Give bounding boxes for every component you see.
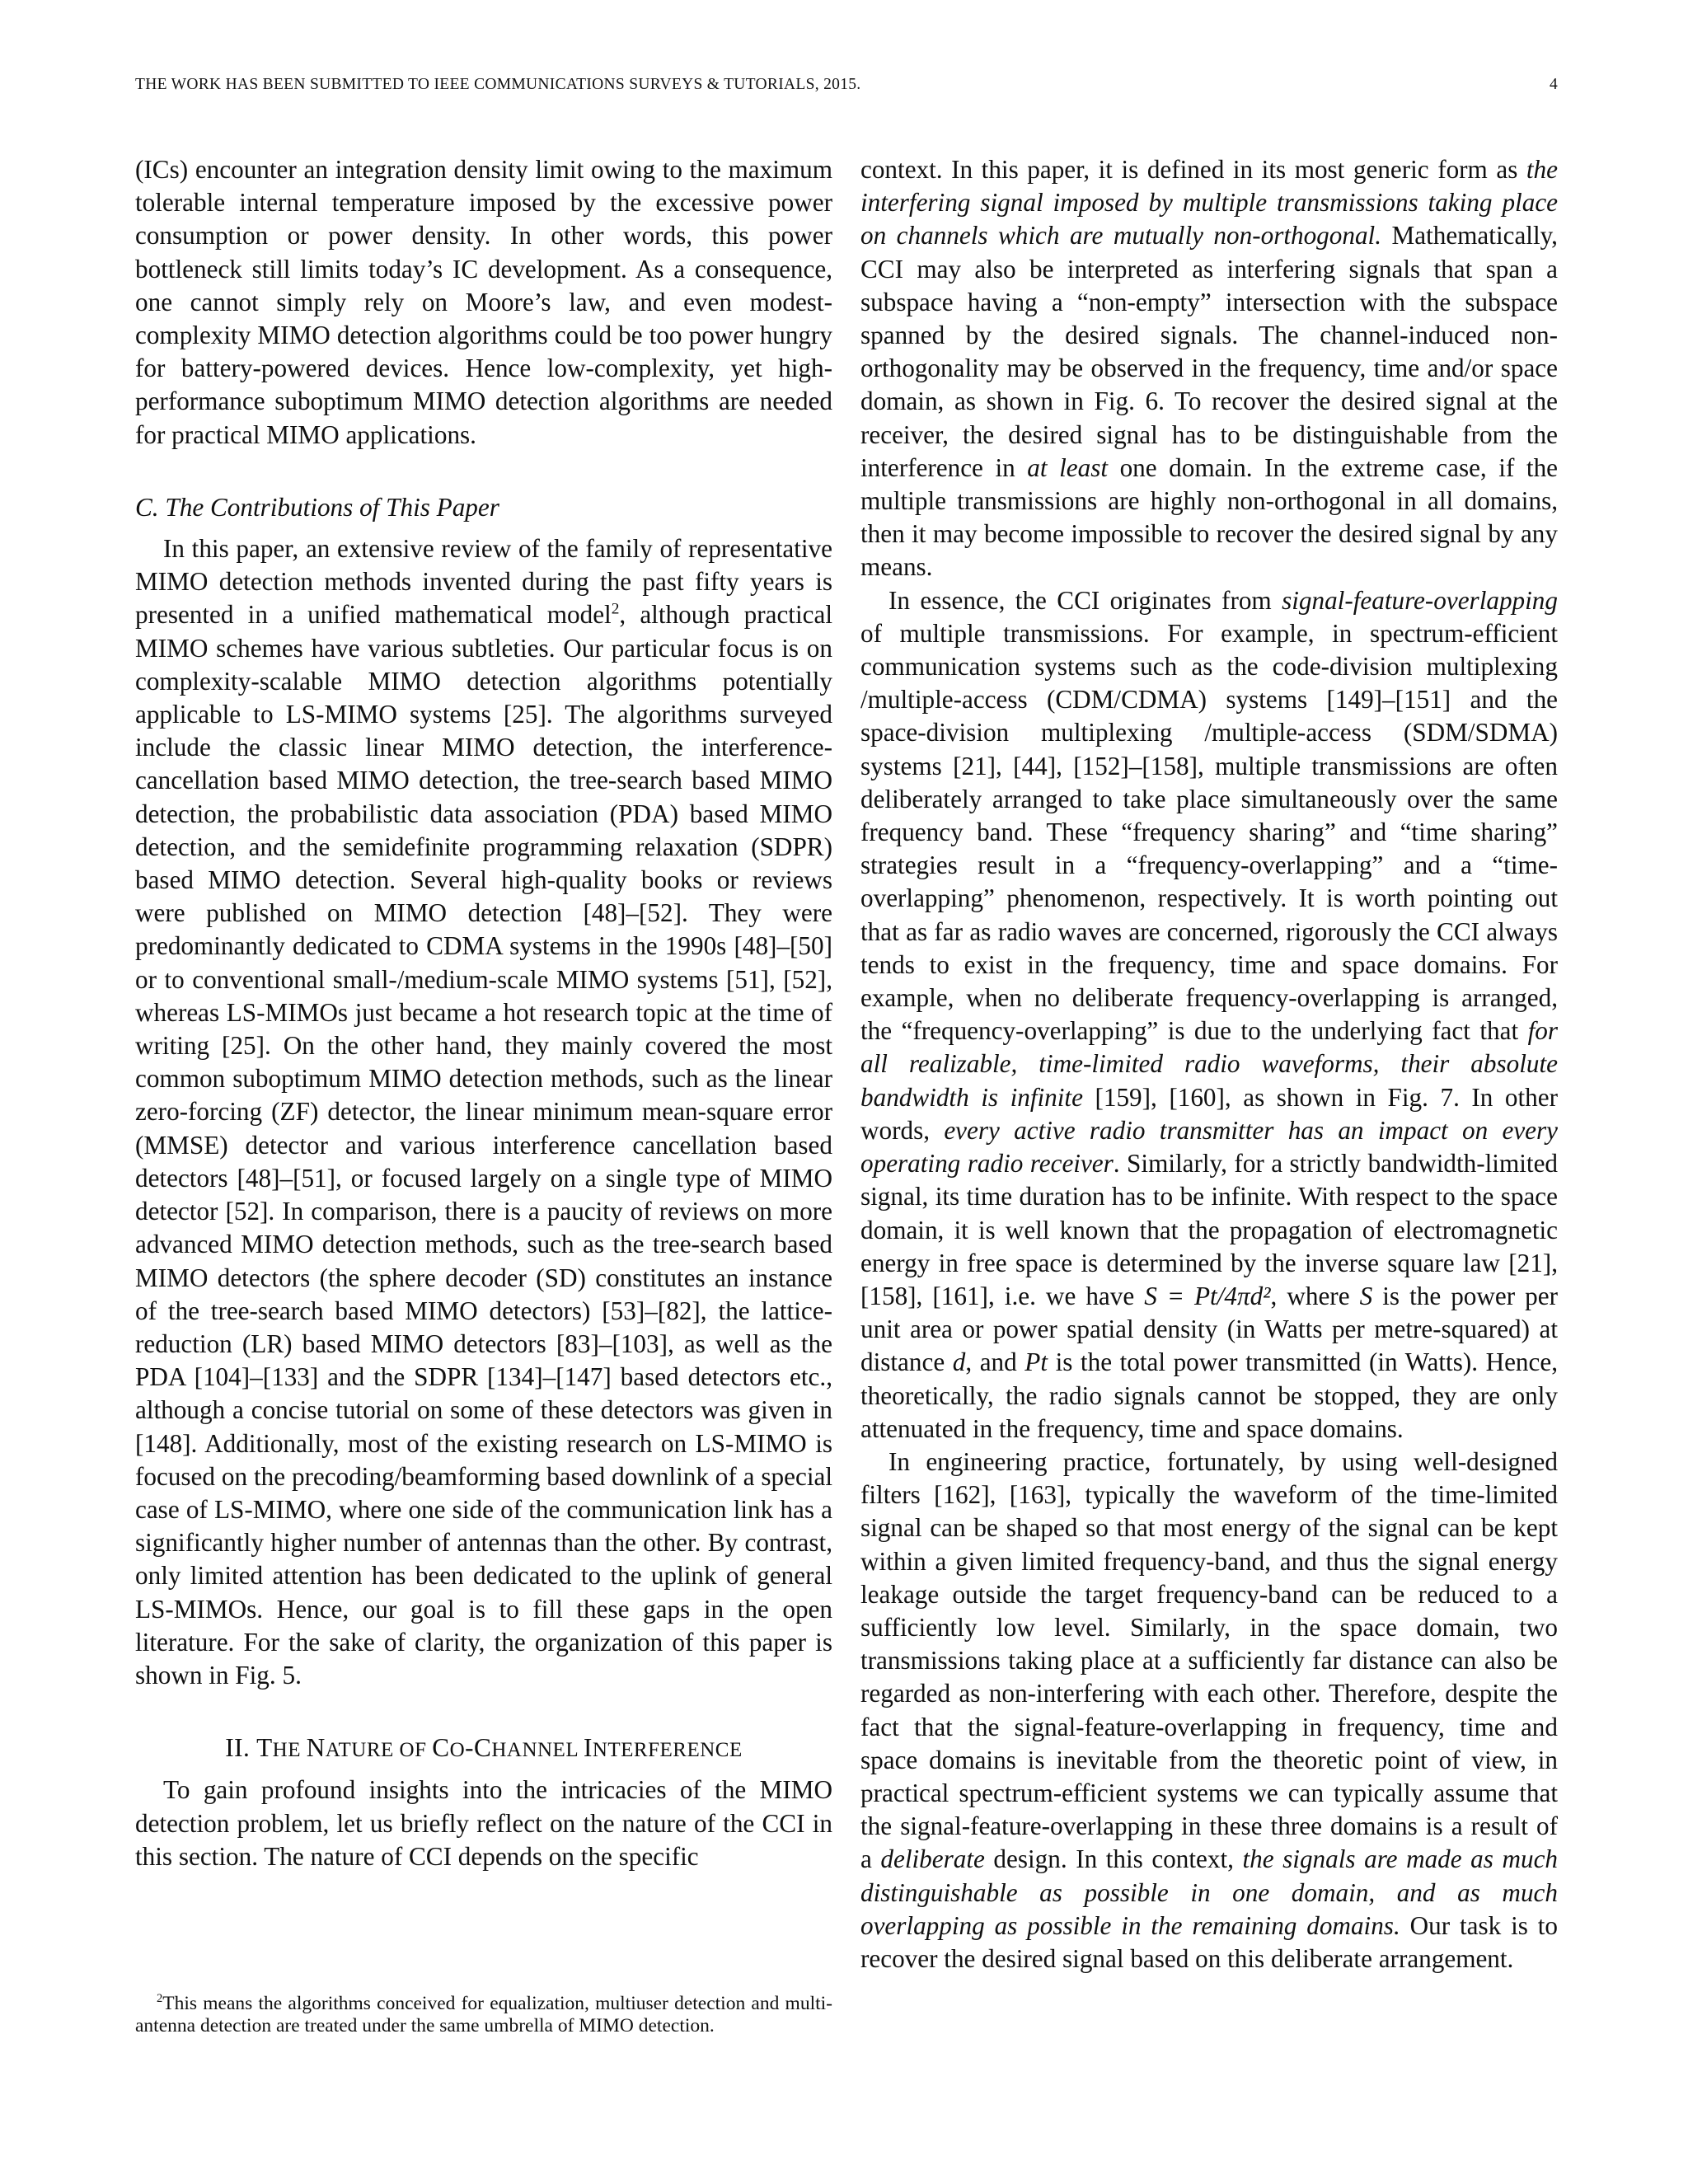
left-column	[135, 153, 832, 1873]
emphasis: the interfering signal imposed by multiple transmissions taking place on channels which are mutually non-orthogonal.	[860, 155, 1558, 251]
paragraph-cci-definition: context. In this paper, it is defined in its most generic form as the interfering signal imposed by multiple transmissions taking place on channels which are mutually non-orthogonal. Mathematically, CCI may also be interpreted as interfering signals that span a subspace having a “non-empty” intersection with the subspace spanned by the desired signals. The channel-induced non-orthogonality may be observed in the frequency, time and/or space domain, as shown in Fig. 6. To recover the desired signal at the receiver, the desired signal has to be distinguishable from the interference in at least one domain. In the extreme case, if the multiple transmissions are highly non-orthogonal in all domains, then it may become impossible to recover the desired signal by any means.	[860, 155, 1559, 582]
journal-header: THE WORK HAS BEEN SUBMITTED TO IEEE COMMUNICATIONS SURVEYS & TUTORIALS, 2015.	[135, 76, 861, 93]
text-run: , although practical MIMO schemes have various subtleties. Our particular focus is on complexity-scalable MIMO detection algorithms potentially applicable to LS-MIMO systems [25]. The algorithms surveyed include the classic linear MIMO detection, the interference-cancellation based MIMO detection, the tree-search based MIMO detection, the probabilistic data association (PDA) based MIMO detection, and the semidefinite programming relaxation (SDPR) based MIMO detection. Several high-quality books or reviews were published on MIMO detection [48]–[52]. They were predominantly dedicated to CDMA systems in the 1990s [48]–[50] or to conventional small-/medium-scale MIMO systems [51], [52], whereas LS-MIMOs just became a hot research topic at the time of writing [25]. On the other hand, they mainly covered the most common suboptimum MIMO detection methods, such as the linear zero-forcing (ZF) detector, the linear minimum mean-square error (MMSE) detector and various interference cancellation based detectors [48]–[51], or focused largely on a single type of MIMO detector [52]. In comparison, there is a paucity of reviews on more advanced MIMO detection methods, such as the tree-search based MIMO detectors (the sphere decoder (SD) constitutes an instance of the tree-search based MIMO detectors) [53]–[82], the lattice-reduction (LR) based MIMO detectors [83]–[103], as well as the PDA [104]–[133] and the SDPR [134]–[147] based detectors etc., although a concise tutorial on some of these detectors was given in [148]. Additionally, most of the existing research on LS-MIMO is focused on the precoding/beamforming based downlink of a special case of LS-MIMO, where one side of the communication link has a significantly higher number of antennas than the other. By contrast, only limited attention has been dedicated to the uplink of general LS-MIMOs. Hence, our goal is to fill these gaps in the open literature. For the sake of clarity, the organization of this paper is shown in Fig. 5.	[135, 600, 832, 1690]
inline-equation: S = Pt/4πd²	[1144, 1281, 1271, 1310]
footnote	[135, 1993, 832, 2037]
text-run: In this paper, an extensive review of the family of representative MIMO detection methods invented during the past fifty years is presented in a unified mathematical model	[135, 534, 832, 630]
paragraph-continued: (ICs) encounter an integration density limit owing to the maximum tolerable internal temperature imposed by the excessive power consumption or power density. In other words, this power bottleneck still limits today’s IC development. As a consequence, one cannot simply rely on Moore’s law, and even modest-complexity MIMO detection algorithms could be too power hungry for battery-powered devices. Hence low-complexity, yet high-performance suboptimum MIMO detection algorithms are needed for practical MIMO applications.	[135, 155, 832, 449]
footnote-mark: 2	[611, 601, 620, 619]
footnote-text: This means the algorithms conceived for equalization, multiuser detection and multi-antenna detection are treated under the same umbrella of MIMO detection.	[135, 1993, 832, 2036]
page-number: 4	[1549, 76, 1558, 93]
emphasis: deliberate	[880, 1844, 985, 1874]
emphasis: at least	[1027, 452, 1109, 482]
math-variable: d	[952, 1347, 966, 1377]
subsection-title: C. The Contributions of This Paper	[135, 492, 499, 522]
math-variable: Pt	[1025, 1347, 1048, 1377]
paragraph-engineering-practice: In engineering practice, fortunately, by using well-designed filters [162], [163], typically the waveform of the time-limited signal can be shaped so that most energy of the signal can be kept within a given limited frequency-band, and thus the signal energy leakage outside the target frequency-band can be reduced to a sufficiently low level. Similarly, in the space domain, two transmissions taking place at a sufficiently far distance can also be regarded as non-interfering with each other. Therefore, despite the fact that the signal-feature-overlapping in frequency, time and space domains is inevitable from the theoretic point of view, in practical spectrum-efficient systems we can typically assume that the signal-feature-overlapping in these three domains is a result of a deliberate design. In this context, the signals are made as much distinguishable as possible in one domain, and as much overlapping as possible in the remaining domains. Our task is to recover the desired signal based on this deliberate arrangement.	[860, 1446, 1559, 1973]
paragraph-cci-origin: In essence, the CCI originates from signal-feature-overlapping of multiple transmissions. For example, in spectrum-efficient communication systems such as the code-division multiplexing /multiple-access (CDM/CDMA) systems [149]–[151] and the space-division multiplexing /multiple-access (SDM/SDMA) systems [21], [44], [152]–[158], multiple transmissions are often deliberately arranged to take place simultaneously over the same frequency band. These “frequency sharing” and “time sharing” strategies result in a “frequency-overlapping” and a “time-overlapping” phenomenon, respectively. It is worth pointing out that as far as radio waves are concerned, rigorously the CCI always tends to exist in the frequency, time and space domains. For example, when no deliberate frequency-overlapping is arranged, the “frequency-overlapping” is due to the underlying fact that for all realizable, time-limited radio waveforms, their absolute bandwidth is infinite [159], [160], as shown in Fig. 7. In other words, every active radio transmitter has an impact on every operating radio receiver. Similarly, for a strictly bandwidth-limited signal, its time duration has to be infinite. With respect to the space domain, it is well known that the propagation of electromagnetic energy in free space is determined by the inverse square law [21], [158], [161], i.e. we have S = Pt/4πd², where S is the power per unit area or power spatial density (in Watts per metre-squared) at distance d, and Pt is the total power transmitted (in Watts). Hence, theoretically, the radio signals cannot be stopped, they are only attenuated in the frequency, time and space domains.	[860, 585, 1559, 1443]
math-variable: S	[1359, 1281, 1373, 1310]
paragraph-section-intro: To gain profound insights into the intricacies of the MIMO detection problem, let us briefly reflect on the nature of the CCI in this section. The nature of CCI depends on the specific	[135, 1775, 832, 1871]
emphasis: for all realizable, time-limited radio waveforms, their absolute bandwidth is infinite	[860, 1016, 1558, 1112]
emphasis: every active radio transmitter has an impact on every operating radio receiver	[860, 1115, 1558, 1179]
right-column	[860, 153, 1558, 1975]
emphasis: the signals are made as much distinguishable as possible in one domain, and as much overlapping as possible in the remaining domains.	[860, 1844, 1559, 1940]
paragraph-contributions	[135, 532, 832, 1692]
footnote-number: 2	[157, 1992, 163, 2006]
running-header	[135, 76, 1558, 94]
section-title: II. THE NATURE OF CO-CHANNEL INTERFERENCE	[225, 1733, 743, 1763]
emphasis: signal-feature-overlapping	[1282, 585, 1558, 615]
